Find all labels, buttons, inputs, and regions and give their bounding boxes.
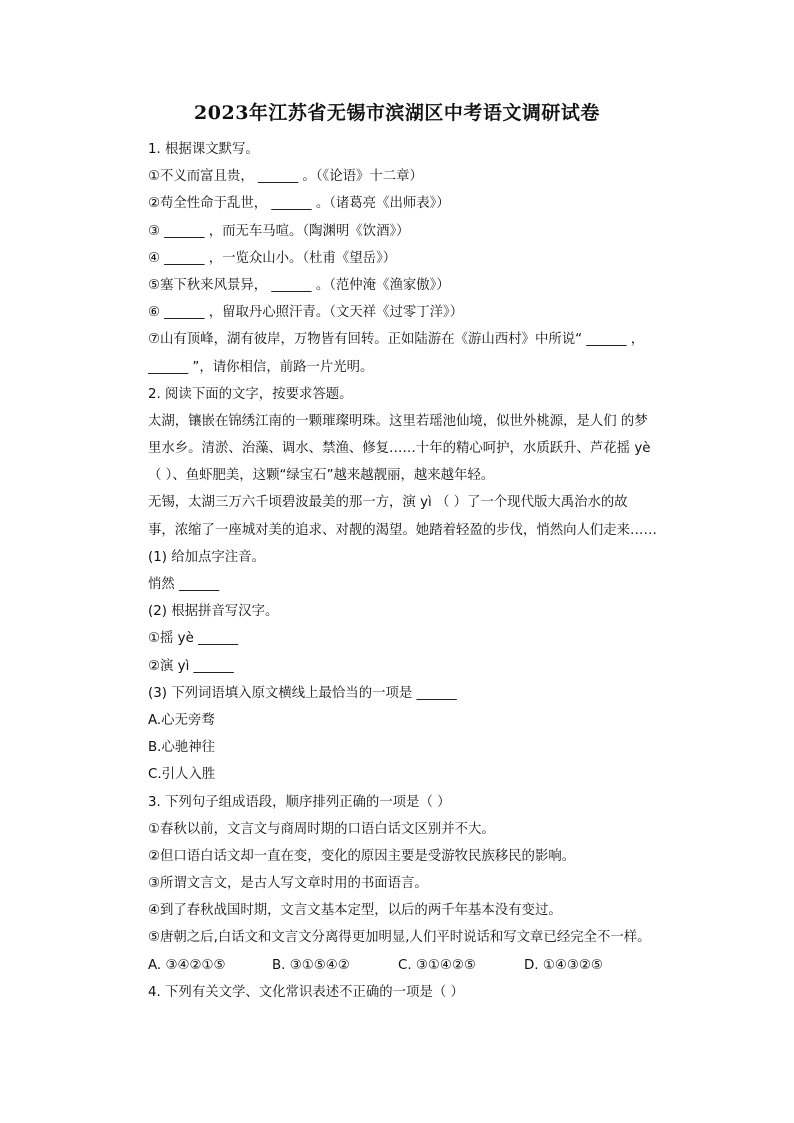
q3-item: ①春秋以前，文言文与商周时期的口语白话文区别并不大。 [148,821,495,837]
q3-option-c: C. ③①④②⑤ [398,957,476,973]
q1-item: ③ ______ ，而无车马喧。（陶渊明《饮酒》） [148,223,410,239]
q2-sub-item: (2) 根据拼音写汉字。 [148,604,279,620]
q3-item: ②但口语白话文却一直在变，变化的原因主要是受游牧民族移民的影响。 [148,848,576,864]
q3-options [148,952,688,979]
q1-item: ⑥ ______ ，留取丹心照汗青。（文天祥《过零丁洋》） [148,305,464,321]
q2-passage-line: 里水乡。清淤、治藻、调水、禁渔、修复……十年的精心呵护，水质跃升、芦花摇 yè [148,441,651,457]
q2-sub-item: ②演 yì ______ [148,658,234,674]
q2-passage-line: 事，浓缩了一座城对美的追求、对靓的渴望。她踏着轻盈的步伐，悄然向人们走来…… [148,522,657,538]
q1-stem: 1. 根据课文默写。 [148,142,259,157]
q2-passage-line: （ ）、鱼虾肥美，这颗“绿宝石”越来越靓丽，越来越年轻。 [148,468,495,484]
q1-item: ⑦山有顶峰，湖有彼岸，万物皆有回转。正如陆游在《游山西村》中所说“ ______ ， [148,332,645,348]
q1-item: ______ ”，请你相信，前路一片光明。 [148,359,374,375]
q3-item: ⑤唐朝之后,白话文和文言文分离得更加明显,人们平时说话和写文章已经完全不一样。 [148,930,651,946]
q2-sub-item: (3) 下列词语填入原文横线上最恰当的一项是 ______ [148,685,457,701]
q3-stem: 3. 下列句子组成语段，顺序排列正确的一项是（ ） [148,794,451,810]
q1-item: ①不义而富且贵， ______ 。（《论语》十二章） [148,169,423,185]
q1-item: ②苟全性命于乱世， ______ 。（诸葛亮《出师表》） [148,196,450,212]
q2-passage-line: 无锡，太湖三万六千顷碧波最美的那一方，演 yì （ ）了一个现代版大禹治水的故 [148,495,628,511]
q3-item: ④到了春秋战国时期，文言文基本定型，以后的两千年基本没有变过。 [148,903,562,919]
q3-option-b: B. ③①⑤④② [272,957,350,973]
page-title: 2023年江苏省无锡市滨湖区中考语文调研试卷 [194,102,600,124]
q2-stem: 2. 阅读下面的文字，按要求答题。 [148,386,353,402]
q3-option-a: A. ③④②①⑤ [148,957,226,973]
q4-stem: 4. 下列有关文学、文化常识表述不正确的一项是（ ） [148,984,464,1000]
exam-content [148,136,688,1006]
q1-item: ④ ______ ，一览众山小。（杜甫《望岳》） [148,250,397,266]
q2-sub-item: 悄然 ______ [148,577,220,592]
q2-sub-item: (1) 给加点字注音。 [148,549,265,565]
q2-option: C.引人入胜 [148,767,216,783]
q3-item: ③所谓文言文，是古人写文章时用的书面语言。 [148,876,428,892]
q3-option-d: D. ①④③②⑤ [524,957,603,973]
q2-passage-line: 太湖，镶嵌在锦绣江南的一颗璀璨明珠。这里若瑶池仙境，似世外桃源，是人们 的梦 [148,413,648,429]
q1-item: ⑤塞下秋来风景异， ______ 。（范仲淹《渔家傲》） [148,277,450,293]
q2-option: A.心无旁骛 [148,712,215,728]
q2-sub-item: ①摇 yè ______ [148,631,239,647]
q2-option: B.心驰神往 [148,740,216,756]
